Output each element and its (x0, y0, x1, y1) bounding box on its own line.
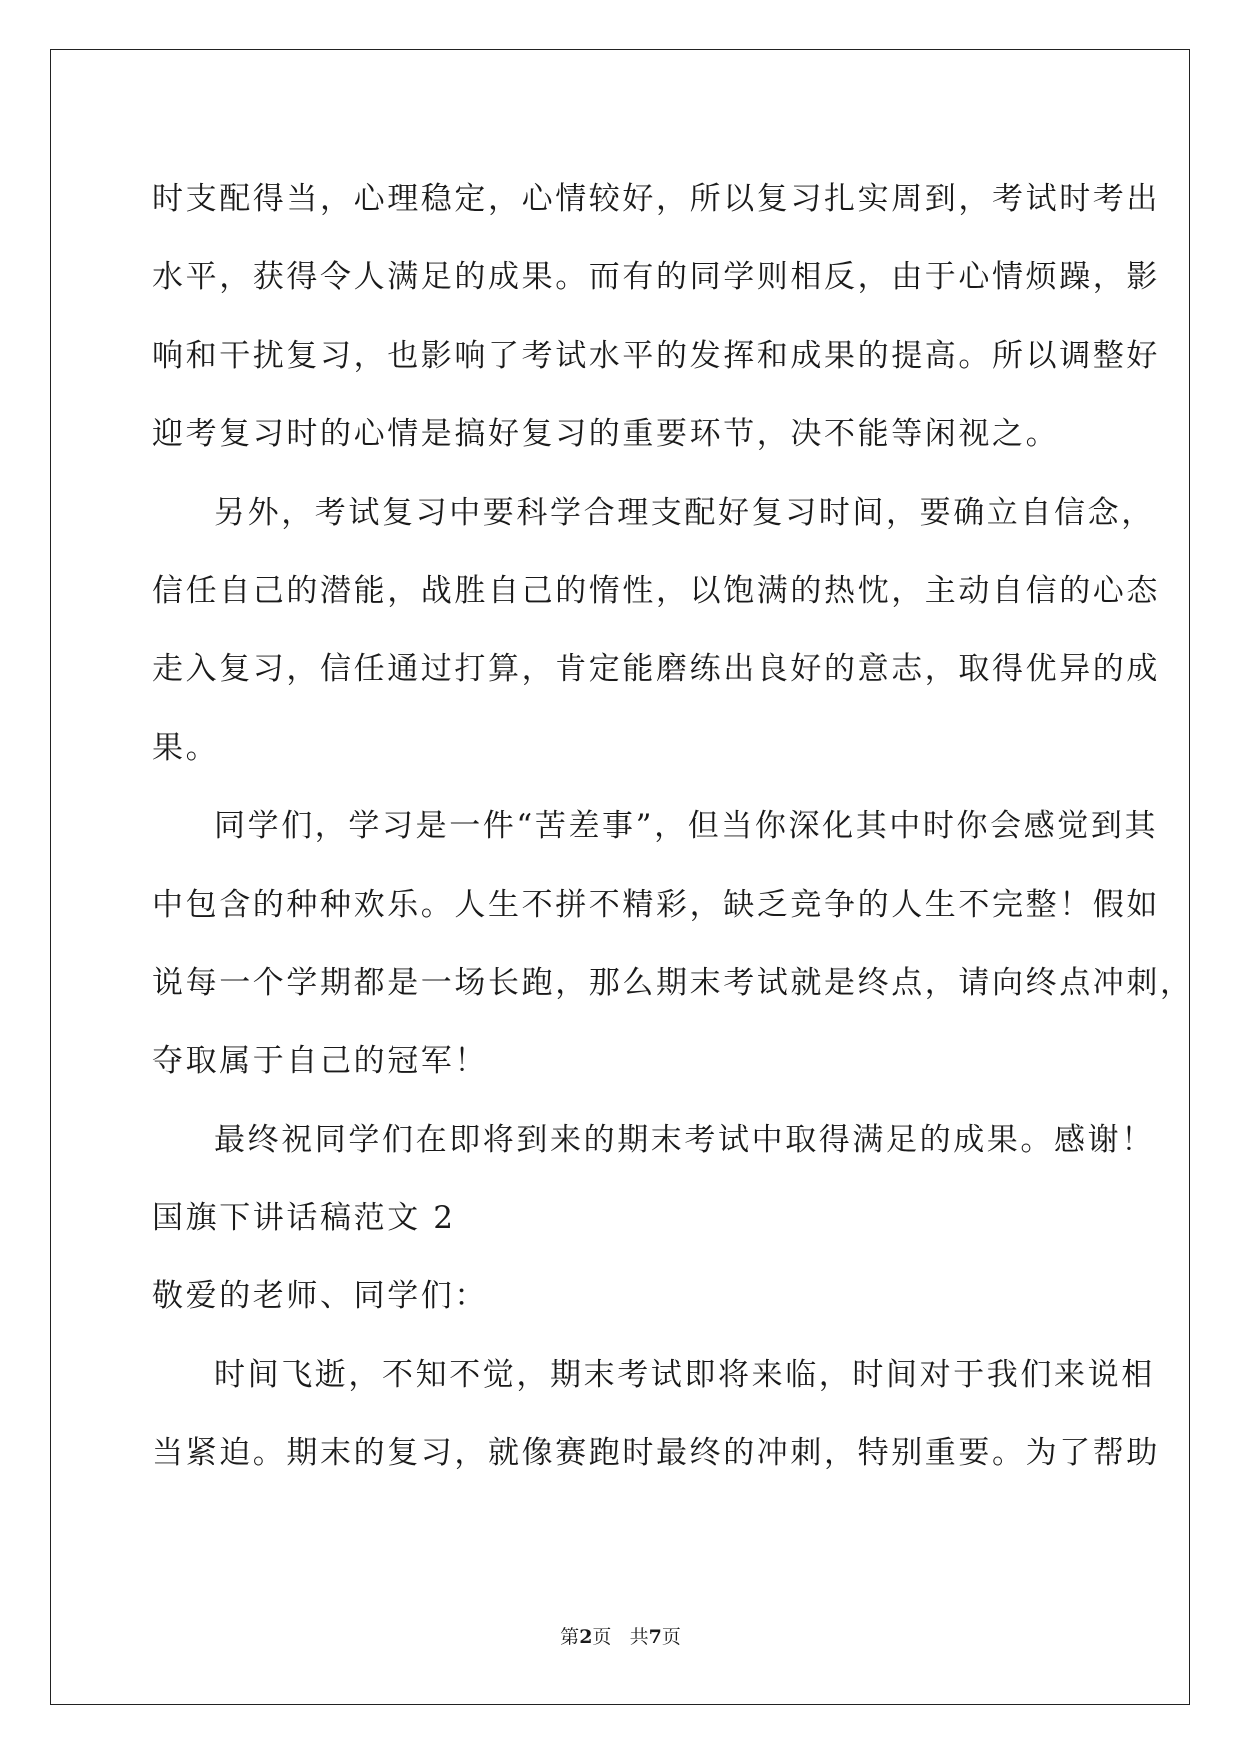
page-number: 2 (579, 1626, 593, 1648)
total-prefix: 共 (629, 1626, 649, 1648)
document-body (152, 160, 1194, 1493)
text-line: 响和干扰复习，也影响了考试水平的发挥和成果的提高。所以调整好 (152, 337, 1160, 374)
paragraph-first-line: 时间飞逝，不知不觉，期末考试即将来临，时间对于我们来说相 (214, 1356, 1155, 1393)
text-line: 水平，获得令人满足的成果。而有的同学则相反，由于心情烦躁，影 (152, 259, 1160, 296)
salutation: 敬爱的老师、同学们： (152, 1278, 488, 1315)
section-heading: 国旗下讲话稿范文 2 (152, 1200, 456, 1237)
total-pages: 7 (648, 1626, 662, 1648)
total-suffix: 页 (661, 1626, 681, 1648)
text-line: 时支配得当，心理稳定，心情较好，所以复习扎实周到，考试时考出 (152, 181, 1160, 217)
text-line: 走入复习，信任通过打算，肯定能磨练出良好的意志，取得优异的成 (152, 651, 1160, 688)
text-line: 迎考复习时的心情是搞好复习的重要环节，决不能等闲视之。 (152, 416, 1060, 453)
text-line: 夺取属于自己的冠军！ (152, 1043, 488, 1080)
text-line: 说每一个学期都是一场长跑，那么期末考试就是终点，请向终点冲刺， (152, 964, 1194, 1001)
page-prefix: 第 (560, 1626, 580, 1648)
page-suffix: 页 (592, 1626, 612, 1648)
text-line: 中包含的种种欢乐。人生不拼不精彩，缺乏竞争的人生不完整！假如 (152, 886, 1160, 923)
paragraph-first-line: 同学们，学习是一件“苦差事”，但当你深化其中时你会感觉到其 (214, 808, 1159, 845)
paragraph-first-line: 最终祝同学们在即将到来的期末考试中取得满足的成果。感谢！ (214, 1121, 1155, 1158)
text-line: 果。 (152, 729, 220, 766)
text-line: 当紧迫。期末的复习，就像赛跑时最终的冲刺，特别重要。为了帮助 (152, 1435, 1160, 1472)
paragraph-first-line: 另外，考试复习中要科学合理支配好复习时间，要确立自信念， (214, 494, 1155, 531)
page-footer (0, 1622, 1241, 1649)
text-line: 信任自己的潜能，战胜自己的惰性，以饱满的热忱，主动自信的心态 (152, 572, 1160, 609)
